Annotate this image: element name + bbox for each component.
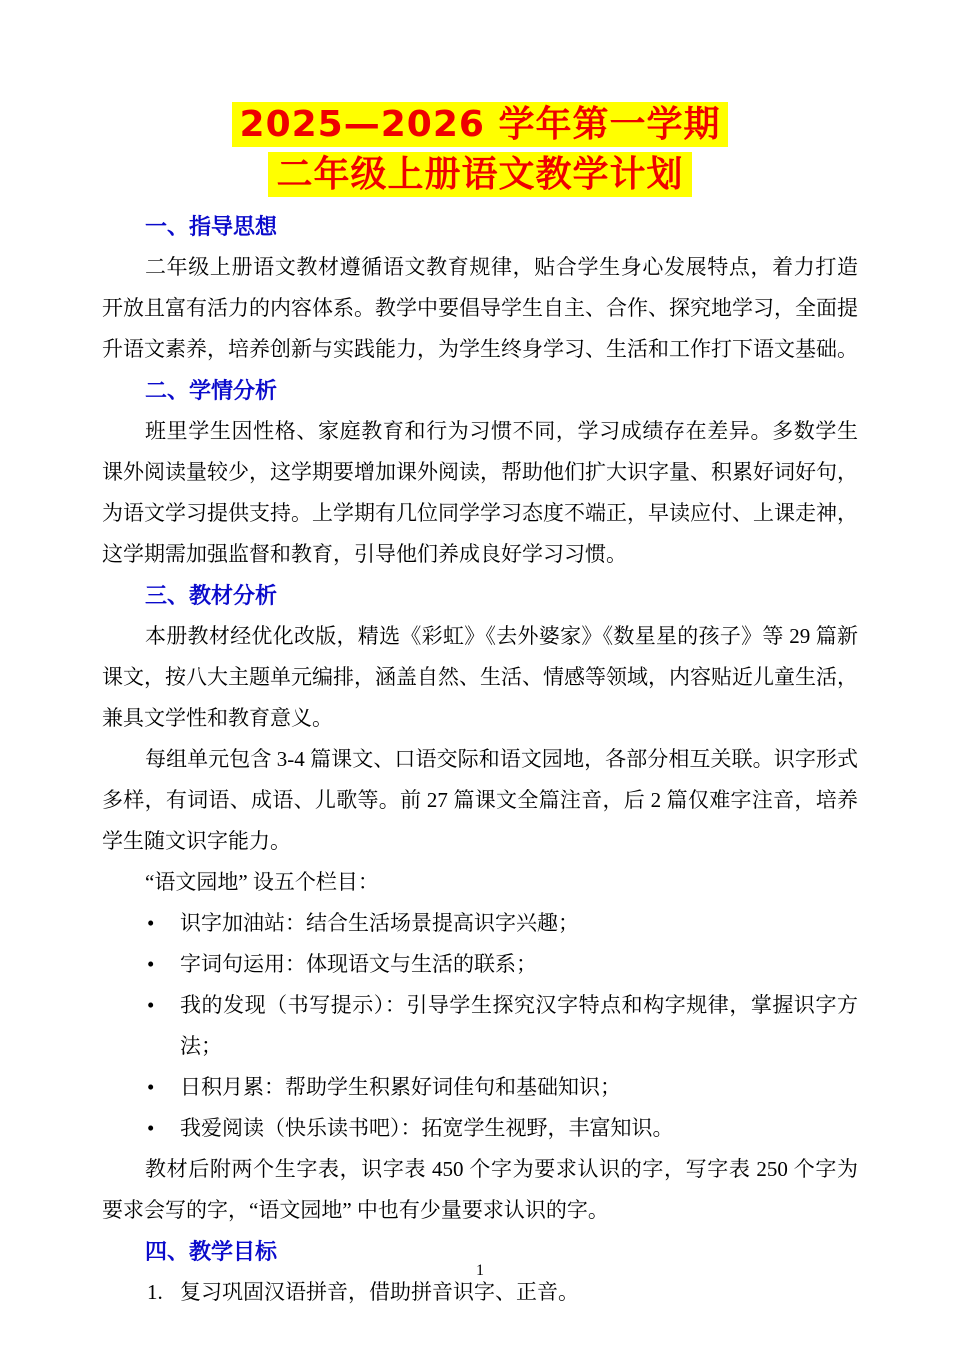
paragraph: 二年级上册语文教材遵循语文教育规律，贴合学生身心发展特点，着力打造开放且富有活力的内容体系。教学中要倡导学生自主、合作、探究地学习，全面提升语文素养，培养创新与实践能力，为学生终身学习、生活和工作打下语文基础。 bbox=[102, 255, 858, 361]
bullet-icon: • bbox=[147, 952, 155, 976]
list-item bbox=[102, 1067, 858, 1108]
list-item-text: 日积月累：帮助学生积累好词佳句和基础知识； bbox=[180, 1075, 621, 1099]
numbered-item-text: 复习巩固汉语拼音，借助拼音识字、正音。 bbox=[180, 1280, 579, 1304]
bullet-icon: • bbox=[147, 1116, 155, 1140]
item-number: 1. bbox=[147, 1280, 163, 1304]
list-item bbox=[102, 1108, 858, 1149]
list-item-text: 字词句运用：体现语文与生活的联系； bbox=[180, 952, 537, 976]
list-item bbox=[102, 985, 858, 1067]
list-item bbox=[102, 944, 858, 985]
bullet-icon: • bbox=[147, 911, 155, 935]
paragraph: 每组单元包含 3-4 篇课文、口语交际和语文园地，各部分相互关联。识字形式多样，有词语、成语、儿歌等。前 27 篇课文全篇注音，后 2 篇仅难字注音，培养学生随文识字能力。 bbox=[102, 747, 858, 853]
section-heading-teaching-goals: 四、教学目标 bbox=[145, 1239, 278, 1264]
page-number: 1 bbox=[476, 1262, 484, 1279]
title-line-2 bbox=[102, 150, 858, 200]
section-heading-textbook-analysis: 三、教材分析 bbox=[145, 583, 278, 608]
list-item-text: 我的发现（书写提示）：引导学生探究汉字特点和构字规律，掌握识字方法； bbox=[180, 993, 858, 1058]
paragraph: 本册教材经优化改版，精选《彩虹》《去外婆家》《数星星的孩子》等 29 篇新课文，按八大主题单元编排，涵盖自然、生活、情感等领域，内容贴近儿童生活，兼具文学性和教育意义。 bbox=[102, 624, 858, 730]
document-body bbox=[102, 206, 858, 1313]
list-item-text: 我爱阅读（快乐读书吧）：拓宽学生视野，丰富知识。 bbox=[180, 1116, 674, 1140]
document-title bbox=[102, 100, 858, 200]
garden-columns-list bbox=[102, 903, 858, 1149]
title-line-2-text: 二年级上册语文教学计划 bbox=[268, 152, 691, 197]
list-item bbox=[102, 903, 858, 944]
paragraph: 班里学生因性格、家庭教育和行为习惯不同，学习成绩存在差异。多数学生课外阅读量较少，这学期要增加课外阅读，帮助他们扩大识字量、积累好词好句，为语文学习提供支持。上学期有几位同学学习态度不端正，早读应付、上课走神，这学期需加强监督和教育，引导他们养成良好学习习惯。 bbox=[102, 419, 858, 566]
section-heading-guiding-ideology: 一、指导思想 bbox=[145, 214, 278, 239]
section-heading-learner-analysis: 二、学情分析 bbox=[145, 378, 278, 403]
bullet-icon: • bbox=[147, 993, 155, 1017]
title-line-1 bbox=[102, 100, 858, 150]
list-item-text: 识字加油站：结合生活场景提高识字兴趣； bbox=[180, 911, 579, 935]
paragraph: “语文园地” 设五个栏目： bbox=[145, 870, 379, 894]
title-line-1-text: 2025—2026 学年第一学期 bbox=[232, 102, 729, 147]
paragraph: 教材后附两个生字表，识字表 450 个字为要求认识的字，写字表 250 个字为要求会写的字，“语文园地” 中也有少量要求认识的字。 bbox=[102, 1157, 858, 1222]
bullet-icon: • bbox=[147, 1075, 155, 1099]
